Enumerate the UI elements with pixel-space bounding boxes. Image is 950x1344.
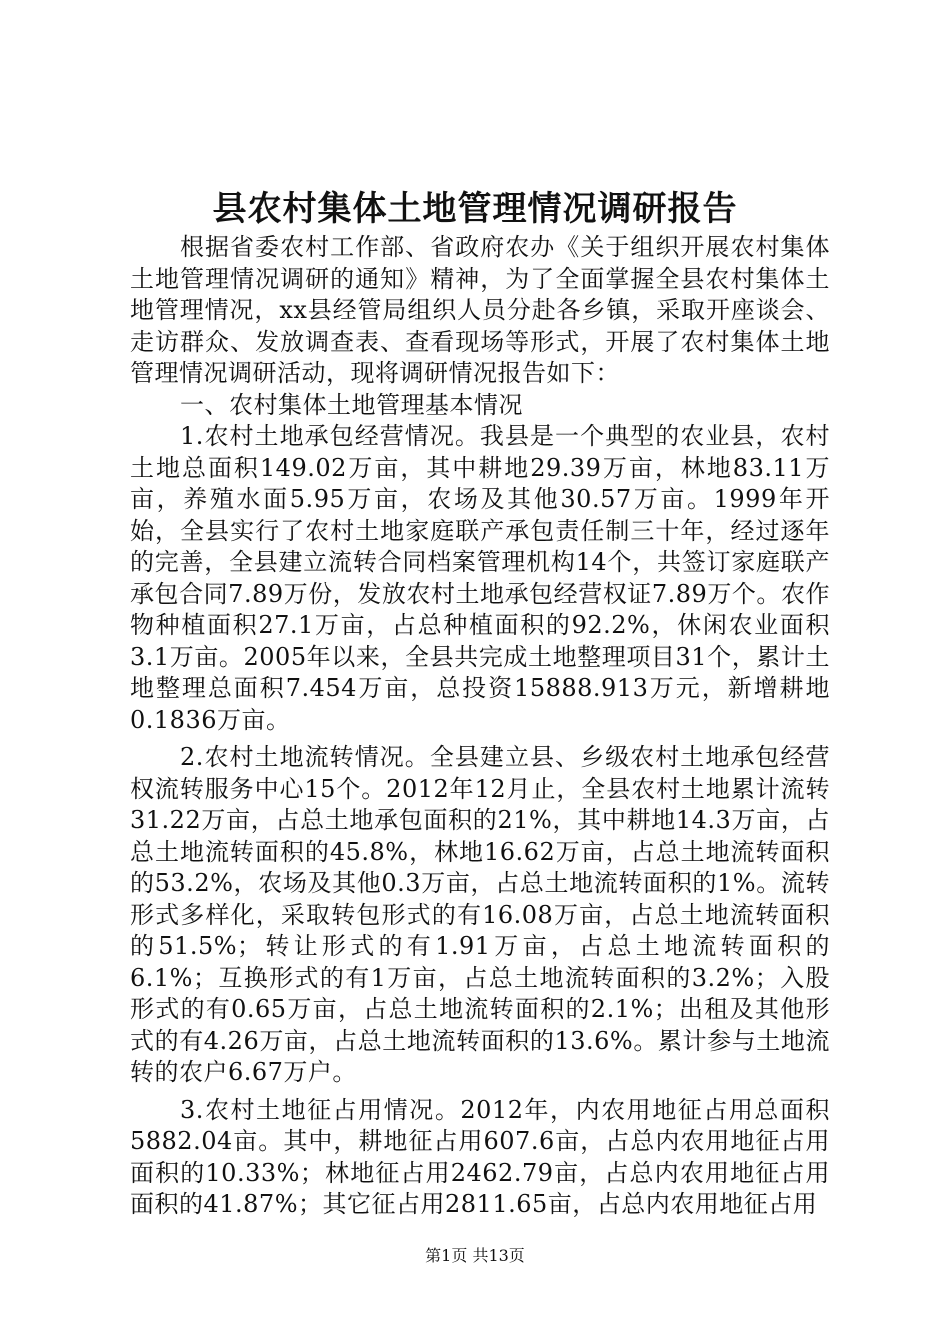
land-contract-paragraph: 1.农村土地承包经营情况。我县是一个典型的农业县，农村土地总面积149.02万亩，其中耕地29.39万亩，林地83.11万亩，养殖水面5.95万亩，农场及其他30.57万亩。1999年开始，全县实行了农村土地家庭联产承包责任制三十年，经过逐年的完善，全县建立流转合同档案管理机构14个，共签订家庭联产承包合同7.89万份，发放农村土地承包经营权证7.89万个。农作物种植面积27.1万亩，占总种植面积的92.2%，休闲农业面积3.1万亩。2005年以来，全县共完成土地整理项目31个，累计土地整理总面积7.454万亩，总投资15888.913万元，新增耕地0.1836万亩。 — [130, 422, 830, 734]
page-number-footer: 第1页 共13页 — [425, 1246, 525, 1265]
document-title: 县农村集体土地管理情况调研报告 — [212, 189, 738, 229]
document-body — [130, 232, 830, 1221]
section-heading: 一、农村集体土地管理基本情况 — [180, 390, 523, 419]
land-transfer-paragraph: 2.农村土地流转情况。全县建立县、乡级农村土地承包经营权流转服务中心15个。2012年12月止，全县农村土地累计流转31.22万亩，占总土地承包面积的21%，其中耕地14.3万亩，占总土地流转面积的45.8%，林地16.62万亩，占总土地流转面积的53.2%，农场及其他0.3万亩，占总土地流转面积的1%。流转形式多样化，采取转包形式的有16.08万亩，占总土地流转面积的51.5%；转让形式的有1.91万亩，占总土地流转面积的6.1%；互换形式的有1万亩，占总土地流转面积的3.2%；入股形式的有0.65万亩，占总土地流转面积的2.1%；出租及其他形式的有4.26万亩，占总土地流转面积的13.6%。累计参与土地流转的农户6.67万户。 — [130, 743, 830, 1086]
land-requisition-paragraph: 3.农村土地征占用情况。2012年，内农用地征占用总面积5882.04亩。其中，耕地征占用607.6亩，占总内农用地征占用面积的10.33%；林地征占用2462.79亩，占总内农用地征占用面积的41.87%；其它征占用2811.65亩，占总内农用地征占用 — [130, 1095, 830, 1218]
intro-paragraph: 根据省委农村工作部、省政府农办《关于组织开展农村集体土地管理情况调研的通知》精神，为了全面掌握全县农村集体土地管理情况，xx县经管局组织人员分赴各乡镇，采取开座谈会、走访群众、发放调查表、查看现场等形式，开展了农村集体土地管理情况调研活动，现将调研情况报告如下： — [130, 233, 830, 387]
